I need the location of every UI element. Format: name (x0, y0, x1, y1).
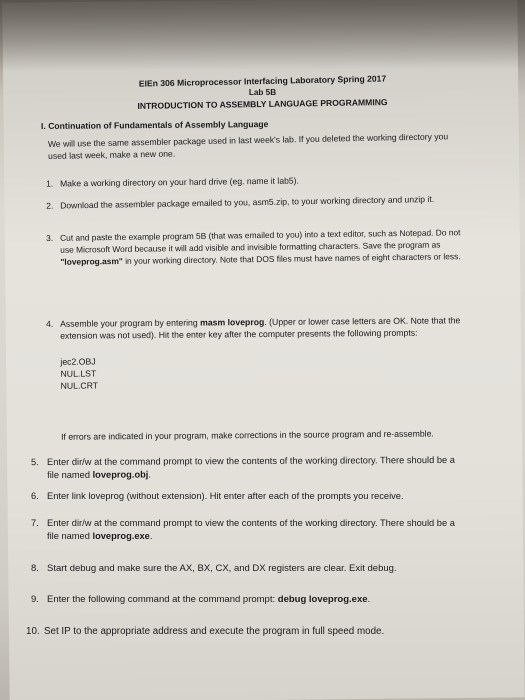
step-number: 10. (26, 626, 40, 637)
step-text: Set IP to the appropriate address and execute the program in full speed mode. (44, 626, 385, 637)
step-text-part: . (Upper or lower case letters are OK. Note that the extension was not used). Hit the enter key after the computer presents the following prompts: (60, 315, 461, 341)
step-command: debug loveprog.exe (277, 594, 368, 605)
step-text-part: Assemble your program by entering (60, 317, 201, 329)
prompt-list (60, 355, 98, 391)
step-5 (31, 454, 461, 481)
step-number: 5. (31, 457, 39, 468)
step-text (47, 517, 457, 543)
step-number: 7. (31, 518, 39, 528)
step-filename: loveprog.exe (92, 531, 150, 541)
step-text (60, 227, 470, 268)
step-text-part: Enter the following command at the command prompt: (47, 594, 278, 605)
step-text: Download the assembler package emailed to you, asm5.zip, to your working directory and unzip it. (60, 193, 435, 211)
step-text: Start debug and make sure the AX, BX, CX, and DX registers are clear. Exit debug. (47, 563, 397, 574)
step-text-part: . (149, 531, 153, 541)
step-2 (46, 192, 476, 211)
prompt-item: NUL.LST (60, 368, 97, 379)
step-filename: "loveprog.asm" (60, 255, 123, 267)
section-intro: We will use the same assembler package used in last week's lab. If you deleted the working directory you used last week, make a new one. (47, 131, 449, 161)
step-text: Make a working directory on your hard drive (eg. name it lab5). (60, 175, 299, 189)
course-title: EIEn 306 Microprocessor Interfacing Laboratory Spring 2017 (138, 73, 387, 89)
step-number: 6. (31, 491, 39, 501)
error-note: If errors are indicated in your program, make corrections in the source program and re-assemble. (61, 428, 434, 442)
lab-number: Lab 5B (248, 88, 277, 97)
step-4 (46, 314, 476, 442)
step-number: 2. (46, 200, 54, 211)
step-number: 8. (31, 563, 39, 574)
step-3 (46, 227, 476, 267)
step-filename: loveprog.obj (92, 469, 149, 480)
step-1 (46, 172, 476, 189)
step-number: 9. (31, 594, 39, 605)
step-text-part: in your working directory. Note that DOS files must have names of eight characters or less. (122, 250, 461, 266)
lab-title: INTRODUCTION TO ASSEMBLY LANGUAGE PROGRAMMING (137, 97, 388, 111)
prompt-item: NUL.CRT (60, 380, 99, 391)
step-text-part: . (367, 594, 371, 605)
section-title: I. Continuation of Fundamentals of Assembly Language (40, 119, 269, 131)
step-number: 4. (46, 318, 54, 329)
step-text-part: Cut and paste the example program 5B (that was emailed to you) into a text editor, such as Notepad. Do not use Microsoft Word because it will add visible and invisible formatting characters. Save the program as (60, 227, 461, 255)
step-text-part: Enter dir/w at the command prompt to view the contents of the working directory. There should be a file named (47, 454, 455, 481)
step-text-part: Enter dir/w at the command prompt to view the contents of the working directory. There should be a file named (47, 518, 455, 541)
step-text-part: . (148, 469, 152, 480)
step-command: masm loveprog (200, 316, 265, 328)
step-text (60, 314, 470, 342)
step-text: Enter link loveprog (without extension). Hit enter after each of the prompts you receive. (47, 491, 404, 501)
prompt-item: jec2.OBJ (60, 356, 96, 367)
step-number: 1. (46, 178, 54, 189)
step-text (47, 454, 457, 482)
step-text (47, 594, 457, 606)
step-number: 3. (46, 232, 54, 244)
